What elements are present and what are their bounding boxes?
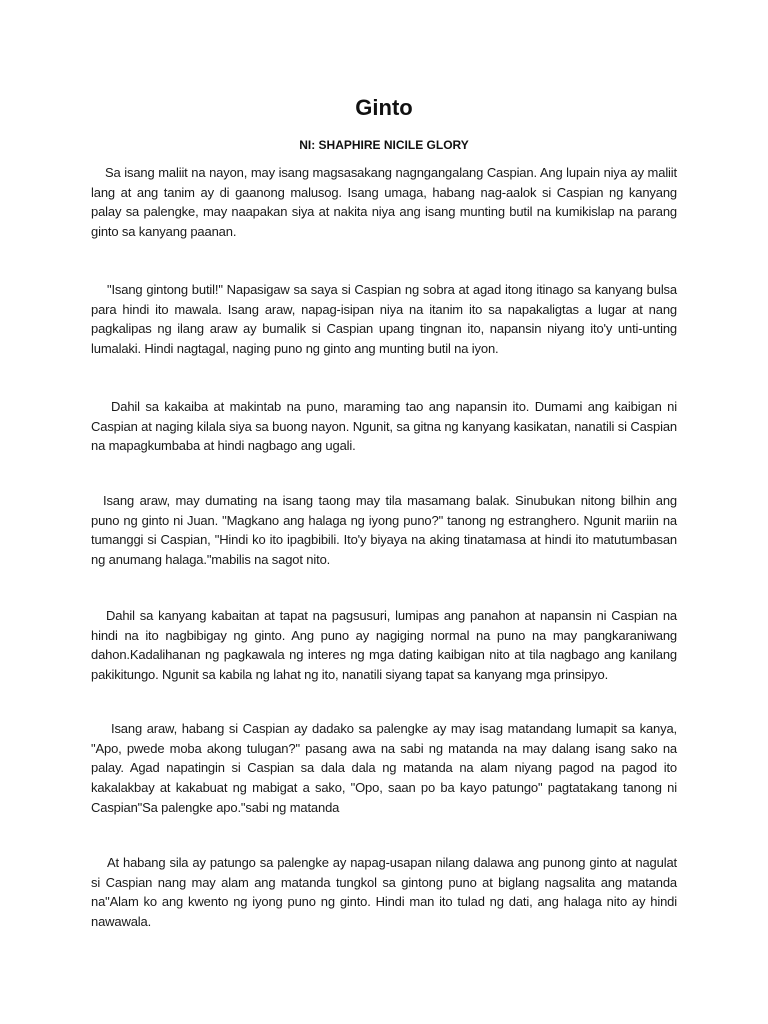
paragraph-3: Dahil sa kakaiba at makintab na puno, maraming tao ang napansin ito. Dumami ang kaibigan ni Caspian at naging kilala siya sa buong nayon. Ngunit, sa gitna ng kanyang kasikatan, nanatili si Caspian na mapagkumbaba at hindi nagbago ang ugali. [91, 399, 677, 454]
paragraph-1: Sa isang maliit na nayon, may isang magsasakang nagngangalang Caspian. Ang lupain niya ay maliit lang at ang tanim ay di gaanong malusog. Isang umaga, habang nag-aalok si Caspian ng kanyang palay sa palengke, may naapakan siya at nakita niya ang isang munting butil na kumikislap na parang ginto sa kanyang paanan. [91, 165, 677, 240]
author-line: NI: SHAPHIRE NICILE GLORY [299, 138, 469, 152]
paragraph-5: Dahil sa kanyang kabaitan at tapat na pagsusuri, lumipas ang panahon at napansin ni Caspian na hindi na ito nagbibigay ng ginto. Ang puno ay nagiging normal na puno na may pangkaraniwang dahon.Kadalihanan ng pagkawala ng interes ng mga dating kaibigan nito at tila nagbago ang kanilang pakikitungo. Ngunit sa kabila ng lahat ng ito, nanatili siyang tapat sa kanyang mga prinsipyo. [91, 608, 677, 683]
paragraph-7: At habang sila ay patungo sa palengke ay napag-usapan nilang dalawa ang punong ginto at nagulat si Caspian nang may alam ang matanda tungkol sa gintong puno at biglang nagsalita ang matanda na"Alam ko ang kwento ng iyong puno ng ginto. Hindi man ito tulad ng dati, ang halaga nito ay hindi nawawala. [91, 855, 677, 930]
document-title: Ginto [355, 95, 413, 120]
paragraph-6: Isang araw, habang si Caspian ay dadako sa palengke ay may isag matandang lumapit sa kanya, "Apo, pwede moba akong tulugan?" pasang awa na sabi ng matanda na may dalang isang sako na palay. Agad napatingin si Caspian sa dala dala ng matanda na alam niyang pagod na pagod ito kakalakbay at kakabuat ng mabigat a sako, "Opo, saan po ba kayo patungo" pagtatakang tanong ni Caspian"Sa palengke apo."sabi ng matanda [91, 721, 677, 815]
paragraph-4: Isang araw, may dumating na isang taong may tila masamang balak. Sinubukan nitong bilhin ang puno ng ginto ni Juan. "Magkano ang halaga ng iyong puno?" tanong ng estranghero. Ngunit mariin na tumanggi si Caspian, "Hindi ko ito ipagbibili. Ito'y biyaya na aking tinatamasa at hindi ito matutumbasan ng anumang halaga."mabilis na sagot nito. [91, 493, 677, 568]
paragraph-2: "Isang gintong butil!" Napasigaw sa saya si Caspian ng sobra at agad itong itinago sa kanyang bulsa para hindi ito mawala. Isang araw, napag-isipan niya na itanim ito sa napakaligtas a lugar at nang pagkalipas ng ilang araw ay bumalik si Caspian upang tingnan ito, napansin niyang ito'y unti-unting lumalaki. Hindi nagtagal, naging puno ng ginto ang munting butil na iyon. [91, 282, 677, 357]
